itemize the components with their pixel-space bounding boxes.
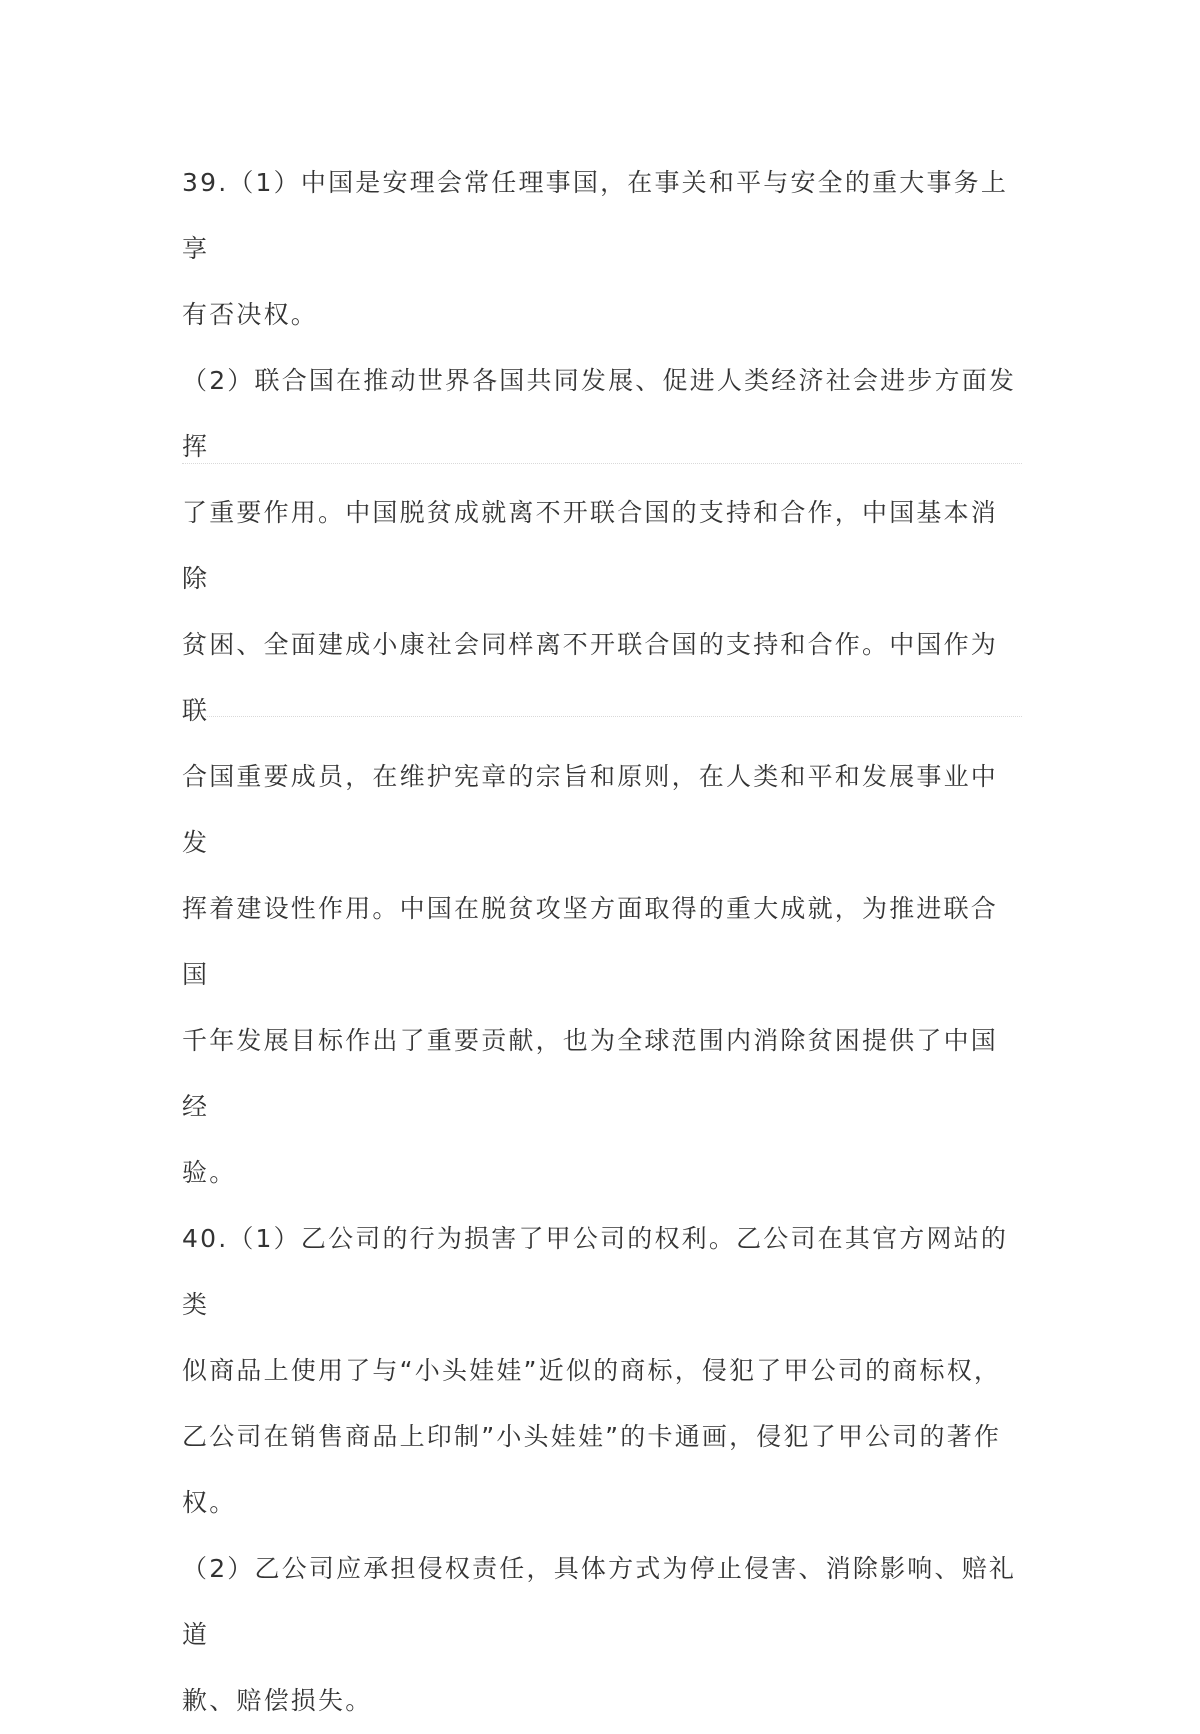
answer-40-part-2 (182, 1536, 1022, 1734)
text-line: 歉、赔偿损失。 (182, 1686, 373, 1715)
text-line: （2）联合国在推动世界各国共同发展、促进人类经济社会进步方面发挥 (182, 366, 1017, 461)
text-line: 千年发展目标作出了重要贡献，也为全球范围内消除贫困提供了中国经 (182, 1026, 999, 1121)
text-line: （2）乙公司应承担侵权责任，具体方式为停止侵害、消除影响、赔礼道 (182, 1554, 1017, 1649)
text-line: 权。 (182, 1488, 237, 1517)
text-line: 乙公司在销售商品上印制”小头娃娃”的卡通画，侵犯了甲公司的著作 (182, 1422, 1002, 1451)
text-line: 合国重要成员，在维护宪章的宗旨和原则，在人类和平和发展事业中发 (182, 762, 999, 857)
text-line: 似商品上使用了与“小头娃娃”近似的商标，侵犯了甲公司的商标权， (182, 1356, 1002, 1385)
answer-40-part-1 (182, 1206, 1022, 1536)
text-line: 挥着建设性作用。中国在脱贫攻坚方面取得的重大成就，为推进联合国 (182, 894, 999, 989)
text-line: 有否决权。 (182, 300, 319, 329)
text-line: 贫困、全面建成小康社会同样离不开联合国的支持和合作。中国作为联 (182, 630, 999, 725)
text-line: 39.（1）中国是安理会常任理事国，在事关和平与安全的重大事务上享 (182, 168, 1009, 263)
answer-39-part-1 (182, 150, 1022, 348)
answer-39-part-2 (182, 348, 1022, 1206)
text-line: 了重要作用。中国脱贫成就离不开联合国的支持和合作，中国基本消除 (182, 498, 999, 593)
text-line: 40.（1）乙公司的行为损害了甲公司的权利。乙公司在其官方网站的类 (182, 1224, 1009, 1319)
answer-content (182, 150, 1022, 1734)
text-line: 验。 (182, 1158, 237, 1187)
